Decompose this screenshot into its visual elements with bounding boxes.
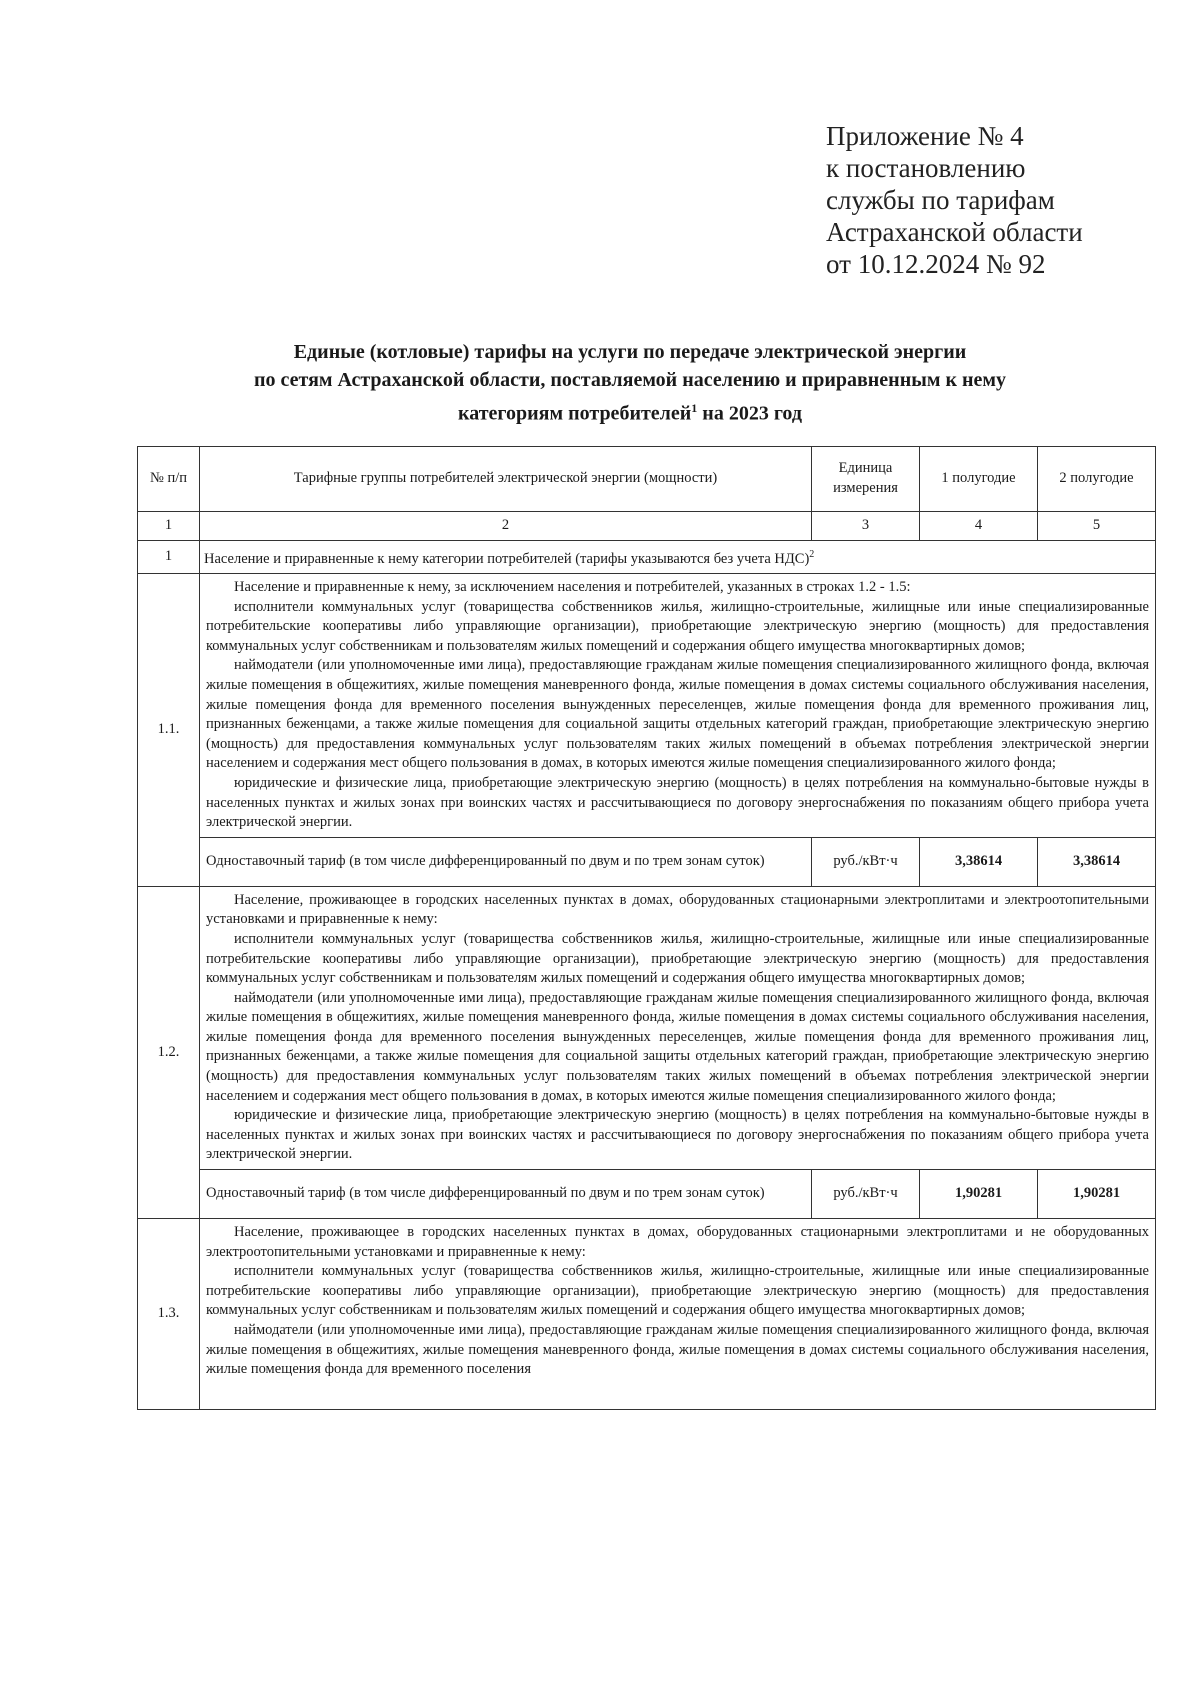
column-index: 5 <box>1038 512 1156 541</box>
appendix-line: Астраханской области <box>826 217 1083 247</box>
header-unit: Единица измерения <box>812 447 920 512</box>
tariff-name: Одноставочный тариф (в том числе дифференцированный по двум и по трем зонам суток) <box>200 1170 812 1219</box>
section-title <box>200 541 1156 574</box>
header-group: Тарифные группы потребителей электрической энергии (мощности) <box>200 447 812 512</box>
row-paragraph: исполнители коммунальных услуг (товарищества собственников жилья, жилищно-строительные, жилищные или иные специализированные потребительские кооперативы либо управляющие организации), приобретающие электрическую энергию (мощность) для предоставления коммунальных услуг собственникам и пользователям жилых помещений и содержания общего имущества многоквартирных домов; <box>206 598 1149 654</box>
row-paragraph: исполнители коммунальных услуг (товарищества собственников жилья, жилищно-строительные, жилищные или иные специализированные потребительские кооперативы либо управляющие организации), приобретающие электрическую энергию (мощность) для предоставления коммунальных услуг собственникам и пользователям жилых помещений и содержания общего имущества многоквартирных домов; <box>206 1263 1149 1319</box>
tariff-value-half-2: 3,38614 <box>1038 837 1156 886</box>
appendix-line: службы по тарифам <box>826 185 1055 215</box>
column-index-row <box>138 512 1156 541</box>
row-description <box>200 574 1156 838</box>
title-line-3-text: категориям потребителей <box>458 402 692 425</box>
row-paragraph: юридические и физические лица, приобретающие электрическую энергию (мощность) в целях потребления на коммунально-бытовые нужды в населенных пунктах и жилых зонах при воинских частях и рассчитывающиеся по договору энергоснабжения по показаниям общего прибора учета электрической энергии. <box>206 1107 1149 1163</box>
document-title <box>150 338 1110 428</box>
title-line-2: по сетям Астраханской области, поставляемой населению и приравненным к нему <box>253 369 1006 391</box>
row-paragraph: наймодатели (или уполномоченные ими лица), предоставляющие гражданам жилые помещения специализированного жилищного фонда, включая жилые помещения в общежитиях, жилые помещения маневренного фонда, жилые помещения в домах системы социального обслуживания населения, жилые помещения фонда для временного поселения вынужденных переселенцев, жилые помещения фонда для временного проживания лиц, признанных беженцами, а также жилые помещения для социальной защиты отдельных категорий граждан, приобретающие электрическую энергию (мощность) для предоставления коммунальных услуг пользователям таких жилых помещений в объемах потребления электрической энергии населением и содержания мест общего пользования в домах, в которых имеются жилые помещения специализированного жилого фонда; <box>206 657 1149 772</box>
header-num: № п/п <box>138 447 200 512</box>
header-half-2: 2 полугодие <box>1038 447 1156 512</box>
tariff-unit: руб./кВт·ч <box>812 1170 920 1219</box>
tariff-unit: руб./кВт·ч <box>812 837 920 886</box>
tariff-value-half-1: 3,38614 <box>920 837 1038 886</box>
row-paragraph: Население и приравненные к нему, за исключением населения и потребителей, указанных в строках 1.2 - 1.5: <box>234 579 911 595</box>
table-row <box>138 574 1156 838</box>
row-paragraph: Население, проживающее в городских населенных пунктах в домах, оборудованных стационарными электроплитами и не оборудованных электроотопительными установками и приравненные к нему: <box>206 1224 1149 1260</box>
tariff-value-half-2: 1,90281 <box>1038 1170 1156 1219</box>
table-header-row <box>138 447 1156 512</box>
footnote-mark: 1 <box>691 401 698 415</box>
title-line-3 <box>150 394 1110 428</box>
tariff-name: Одноставочный тариф (в том числе дифференцированный по двум и по трем зонам суток) <box>200 837 812 886</box>
tariff-value-half-1: 1,90281 <box>920 1170 1038 1219</box>
footnote-mark: 2 <box>809 548 815 560</box>
row-paragraph: наймодатели (или уполномоченные ими лица), предоставляющие гражданам жилые помещения специализированного жилищного фонда, включая жилые помещения в общежитиях, жилые помещения маневренного фонда, жилые помещения в домах системы социального обслуживания населения, жилые помещения фонда для временного поселения вынужденных переселенцев, жилые помещения фонда для временного проживания лиц, признанных беженцами, а также жилые помещения для социальной защиты отдельных категорий граждан, приобретающие электрическую энергию (мощность) для предоставления коммунальных услуг пользователям таких жилых помещений в объемах потребления электрической энергии населением и содержания мест общего пользования в домах, в которых имеются жилые помещения специализированного жилого фонда; <box>206 989 1149 1104</box>
tariff-row <box>138 837 1156 886</box>
header-half-1: 1 полугодие <box>920 447 1038 512</box>
column-index: 3 <box>812 512 920 541</box>
column-index: 1 <box>138 512 200 541</box>
column-index: 2 <box>200 512 812 541</box>
section-row <box>138 541 1156 574</box>
appendix-line: от 10.12.2024 № 92 <box>826 249 1046 279</box>
appendix-line: Приложение № 4 <box>826 121 1024 151</box>
row-paragraph: исполнители коммунальных услуг (товарищества собственников жилья, жилищно-строительные, жилищные или иные специализированные потребительские кооперативы либо управляющие организации), приобретающие электрическую энергию (мощность) для предоставления коммунальных услуг собственникам и пользователям жилых помещений и содержания общего имущества многоквартирных домов; <box>206 930 1149 987</box>
appendix-line: к постановлению <box>826 153 1026 183</box>
row-paragraph: Население, проживающее в городских населенных пунктах в домах, оборудованных стационарными электроплитами и электроотопительными установками и приравненные к нему: <box>206 891 1149 928</box>
appendix-block <box>826 120 1083 280</box>
table-row <box>138 1219 1156 1410</box>
row-description <box>200 886 1156 1169</box>
row-num: 1.3. <box>138 1219 200 1410</box>
section-num: 1 <box>138 541 200 574</box>
tariff-table <box>137 446 1156 1410</box>
table-row <box>138 886 1156 1169</box>
row-description <box>200 1219 1156 1410</box>
tariff-row <box>138 1170 1156 1219</box>
row-paragraph: юридические и физические лица, приобретающие электрическую энергию (мощность) в целях потребления на коммунально-бытовые нужды в населенных пунктах и жилых зонах при воинских частях и рассчитывающиеся по договору энергоснабжения по показаниям общего прибора учета электрической энергии. <box>206 774 1149 831</box>
row-num: 1.2. <box>138 886 200 1218</box>
section-text: Население и приравненные к нему категории потребителей (тарифы указываются без учета НДС) <box>204 550 810 567</box>
title-line-3-tail: на 2023 год <box>697 402 802 425</box>
title-line-1: Единые (котловые) тарифы на услуги по передаче электрической энергии <box>293 341 967 363</box>
row-description-clip <box>206 1223 1149 1405</box>
row-paragraph: наймодатели (или уполномоченные ими лица), предоставляющие гражданам жилые помещения специализированного жилищного фонда, включая жилые помещения в общежитиях, жилые помещения маневренного фонда, жилые помещения в домах системы социального обслуживания населения, жилые помещения фонда для временного поселения <box>206 1322 1149 1378</box>
column-index: 4 <box>920 512 1038 541</box>
row-num: 1.1. <box>138 574 200 887</box>
